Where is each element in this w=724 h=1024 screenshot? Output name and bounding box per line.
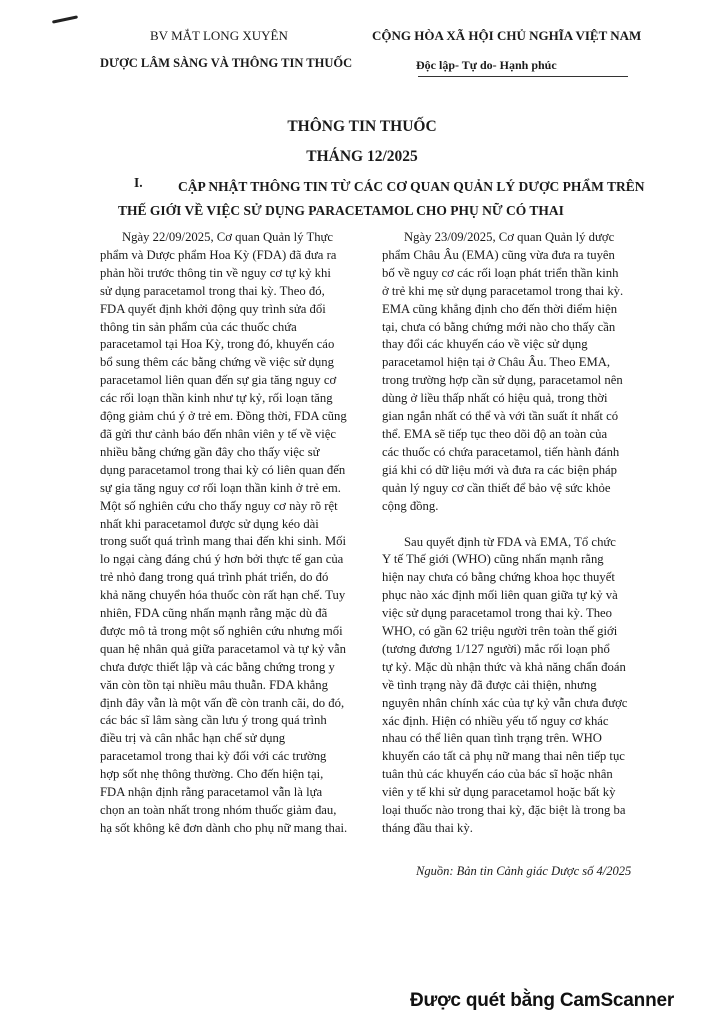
text-line: nhau có thể liên quan tình trạng trên. WHO bbox=[382, 731, 602, 746]
text-line: thể. EMA sẽ tiếp tục theo dõi độ an toàn của bbox=[382, 426, 608, 441]
text-line: khuyến cáo tất cả phụ nữ mang thai nên tiếp tục bbox=[382, 749, 625, 764]
text-line: hợp sốt nhẹ thông thường. Cho đến hiện tại, bbox=[100, 767, 324, 782]
text-line: gian ngắn nhất có thể và với tần suất ít nhất có bbox=[382, 409, 619, 424]
text-line: Y tế Thế giới (WHO) cũng nhấn mạnh rằng bbox=[382, 552, 604, 567]
paragraph-gap bbox=[382, 516, 644, 534]
text-line: bổ sung thêm các bằng chứng về việc sử dụng bbox=[100, 355, 334, 370]
text-line: Sau quyết định từ FDA và EMA, Tổ chức bbox=[404, 534, 616, 549]
department-name: DƯỢC LÂM SÀNG VÀ THÔNG TIN THUỐC bbox=[100, 56, 353, 70]
text-line: các thuốc có chứa paracetamol, tiến hành đánh bbox=[382, 444, 620, 459]
text-line: phẩm Châu Âu (EMA) cũng vừa đưa ra tuyên bbox=[382, 247, 615, 262]
pen-mark bbox=[52, 15, 78, 23]
text-line: việc sử dụng paracetamol trong thai kỳ. Theo bbox=[382, 606, 613, 621]
text-line: điều trị và cân nhắc hạn chế sử dụng bbox=[100, 731, 286, 746]
text-line: trong trường hợp cần sử dụng, paracetamol nên bbox=[382, 373, 623, 388]
hospital-name: BV MẮT LONG XUYÊN bbox=[150, 28, 288, 43]
text-line: xác định. Hiện có nhiều yếu tố nguy cơ khác bbox=[382, 713, 609, 728]
text-line: phản hồi trước thông tin về nguy cơ tự kỷ khi bbox=[100, 265, 331, 280]
text-line: văn còn tồn tại nhiều mâu thuẫn. FDA khẳng bbox=[100, 677, 328, 692]
text-line: loại thuốc nào trong thai kỳ, đặc biệt là trong ba bbox=[382, 803, 626, 818]
text-line: dùng ở liều thấp nhất có hiệu quả, trong thời bbox=[382, 391, 608, 406]
text-line: paracetamol hiện tại ở Châu Âu. Theo EMA, bbox=[382, 355, 611, 370]
text-line: được mô tả trong một số nghiên cứu nhưng mối bbox=[100, 623, 343, 638]
text-line: lo ngại càng đáng chú ý hơn bởi thực tế gan của bbox=[100, 552, 344, 567]
text-line: tại, chưa có bằng chứng mới nào cho thấy cần bbox=[382, 319, 616, 334]
text-line: EMA cũng khẳng định cho đến thời điểm hiện bbox=[382, 301, 618, 316]
text-line: chọn an toàn nhất trong nhóm thuốc giảm đau, bbox=[100, 803, 337, 817]
text-line: ở trẻ khi mẹ sử dụng paracetamol trong thai kỳ. bbox=[382, 283, 624, 298]
text-line: viên y tế khi sử dụng paracetamol hoặc bất kỳ bbox=[382, 785, 616, 800]
motto-underline bbox=[418, 76, 628, 77]
text-line: động giảm chú ý ở trẻ em. Đồng thời, FDA cũng bbox=[100, 409, 347, 424]
text-line: FDA nhận định rằng paracetamol vẫn là lựa bbox=[100, 785, 323, 800]
national-motto: Độc lập- Tự do- Hạnh phúc bbox=[416, 58, 557, 72]
text-line: Một số nghiên cứu cho thấy nguy cơ này rõ rệt bbox=[100, 498, 338, 513]
text-line: giá khi có dữ liệu mới và đưa ra các biện pháp bbox=[382, 462, 618, 477]
text-line: chưa được thiết lập và các bằng chứng trong y bbox=[100, 659, 335, 674]
text-line: sử dụng paracetamol trong thai kỳ. Theo đó, bbox=[100, 283, 325, 298]
left-column bbox=[100, 229, 362, 838]
text-line: paracetamol tại Hoa Kỳ, trong đó, khuyến cáo bbox=[100, 337, 335, 352]
text-line: các bác sĩ lâm sàng cần lưu ý trong quá trình bbox=[100, 713, 327, 728]
source-citation: Nguồn: Bản tin Cảnh giác Dược số 4/2025 bbox=[416, 864, 632, 878]
text-line: FDA quyết định khởi động quy trình sửa đổi bbox=[100, 301, 326, 316]
document-title: THÔNG TIN THUỐC bbox=[287, 118, 437, 135]
text-line: WHO, có gần 62 triệu người trên toàn thế giới bbox=[382, 624, 618, 639]
text-line: Ngày 23/09/2025, Cơ quan Quản lý dược bbox=[404, 230, 615, 244]
text-line: Ngày 22/09/2025, Cơ quan Quản lý Thực bbox=[122, 230, 334, 244]
text-line: tự kỷ. Mặc dù nhận thức và khả năng chẩn đoán bbox=[382, 659, 626, 674]
right-column bbox=[382, 229, 644, 838]
text-line: dụng paracetamol trong thai kỳ có liên quan đến bbox=[100, 462, 346, 477]
section-title: CẬP NHẬT THÔNG TIN TỪ CÁC CƠ QUAN QUẢN LÝ DƯỢC PHẨM TRÊN THẾ GIỚI VỀ VIỆC SỬ DỤNG PARACETAMOL CHO PHỤ NỮ CÓ THAI bbox=[118, 179, 645, 218]
text-line: cộng đồng. bbox=[382, 498, 439, 513]
section-number: I. bbox=[134, 175, 143, 190]
text-line: paracetamol trong thai kỳ đối với các trường bbox=[100, 749, 327, 764]
text-line: paracetamol liên quan đến sự gia tăng nguy cơ bbox=[100, 373, 337, 388]
text-line: quan hệ nhân quả giữa paracetamol và tự kỷ vẫn bbox=[100, 641, 346, 656]
text-line: quản lý nguy cơ cần thiết để bảo vệ sức khỏe bbox=[382, 480, 611, 495]
scanner-watermark: Được quét bằng CamScanner bbox=[410, 990, 675, 1011]
text-line: định đây vẫn là một vấn đề còn tranh cãi, do đó, bbox=[100, 695, 345, 710]
text-line: nguyên nhân chính xác của tự kỷ vẫn chưa được bbox=[382, 695, 628, 710]
text-line: đã gửi thư cảnh báo đến nhân viên y tế về việc bbox=[100, 426, 337, 441]
text-line: nhiên, FDA cũng nhấn mạnh rằng mặc dù đã bbox=[100, 606, 328, 621]
text-line: nhiều bằng chứng gần đây cho thấy việc sử bbox=[100, 444, 320, 459]
nation-title: CỘNG HÒA XÃ HỘI CHỦ NGHĨA VIỆT NAM bbox=[372, 28, 642, 43]
text-line: các rối loạn thần kinh như tự kỷ, rối loạn tăng bbox=[100, 391, 333, 406]
text-line: thông tin sản phẩm của các thuốc chứa bbox=[100, 319, 297, 334]
text-line: hạ sốt không kê đơn dành cho phụ nữ mang thai. bbox=[100, 820, 348, 835]
text-line: (tương đương 1/127 người) mắc rối loạn phổ bbox=[382, 641, 610, 656]
text-line: tuân thủ các khuyến cáo của bác sĩ hoặc nhân bbox=[382, 767, 613, 782]
text-line: phục nào xác định mối liên quan giữa tự kỷ và bbox=[382, 588, 618, 603]
text-line: trẻ nhỏ đang trong quá trình phát triển, do đó bbox=[100, 570, 329, 585]
document-month: THÁNG 12/2025 bbox=[306, 148, 418, 165]
text-line: nhất khi paracetamol được sử dụng kéo dài bbox=[100, 516, 319, 531]
text-line: về tình trạng này đã được cải thiện, nhưng bbox=[382, 677, 597, 692]
text-line: bố về nguy cơ các rối loạn phát triển thần kinh bbox=[382, 265, 619, 280]
text-line: khả năng chuyển hóa thuốc còn rất hạn chế. Tuy bbox=[100, 588, 346, 603]
text-line: thay đổi các khuyến cáo về việc sử dụng bbox=[382, 337, 588, 352]
text-line: trong suốt quá trình mang thai đến khi sinh. Mối bbox=[100, 534, 346, 549]
text-line: phẩm và Dược phẩm Hoa Kỳ (FDA) đã đưa ra bbox=[100, 247, 337, 262]
text-line: tháng đầu thai kỳ. bbox=[382, 821, 473, 835]
text-line: sự gia tăng nguy cơ rối loạn thần kinh ở trẻ em. bbox=[100, 480, 341, 495]
text-line: hiện nay chưa có bằng chứng khoa học thuyết bbox=[382, 570, 615, 585]
